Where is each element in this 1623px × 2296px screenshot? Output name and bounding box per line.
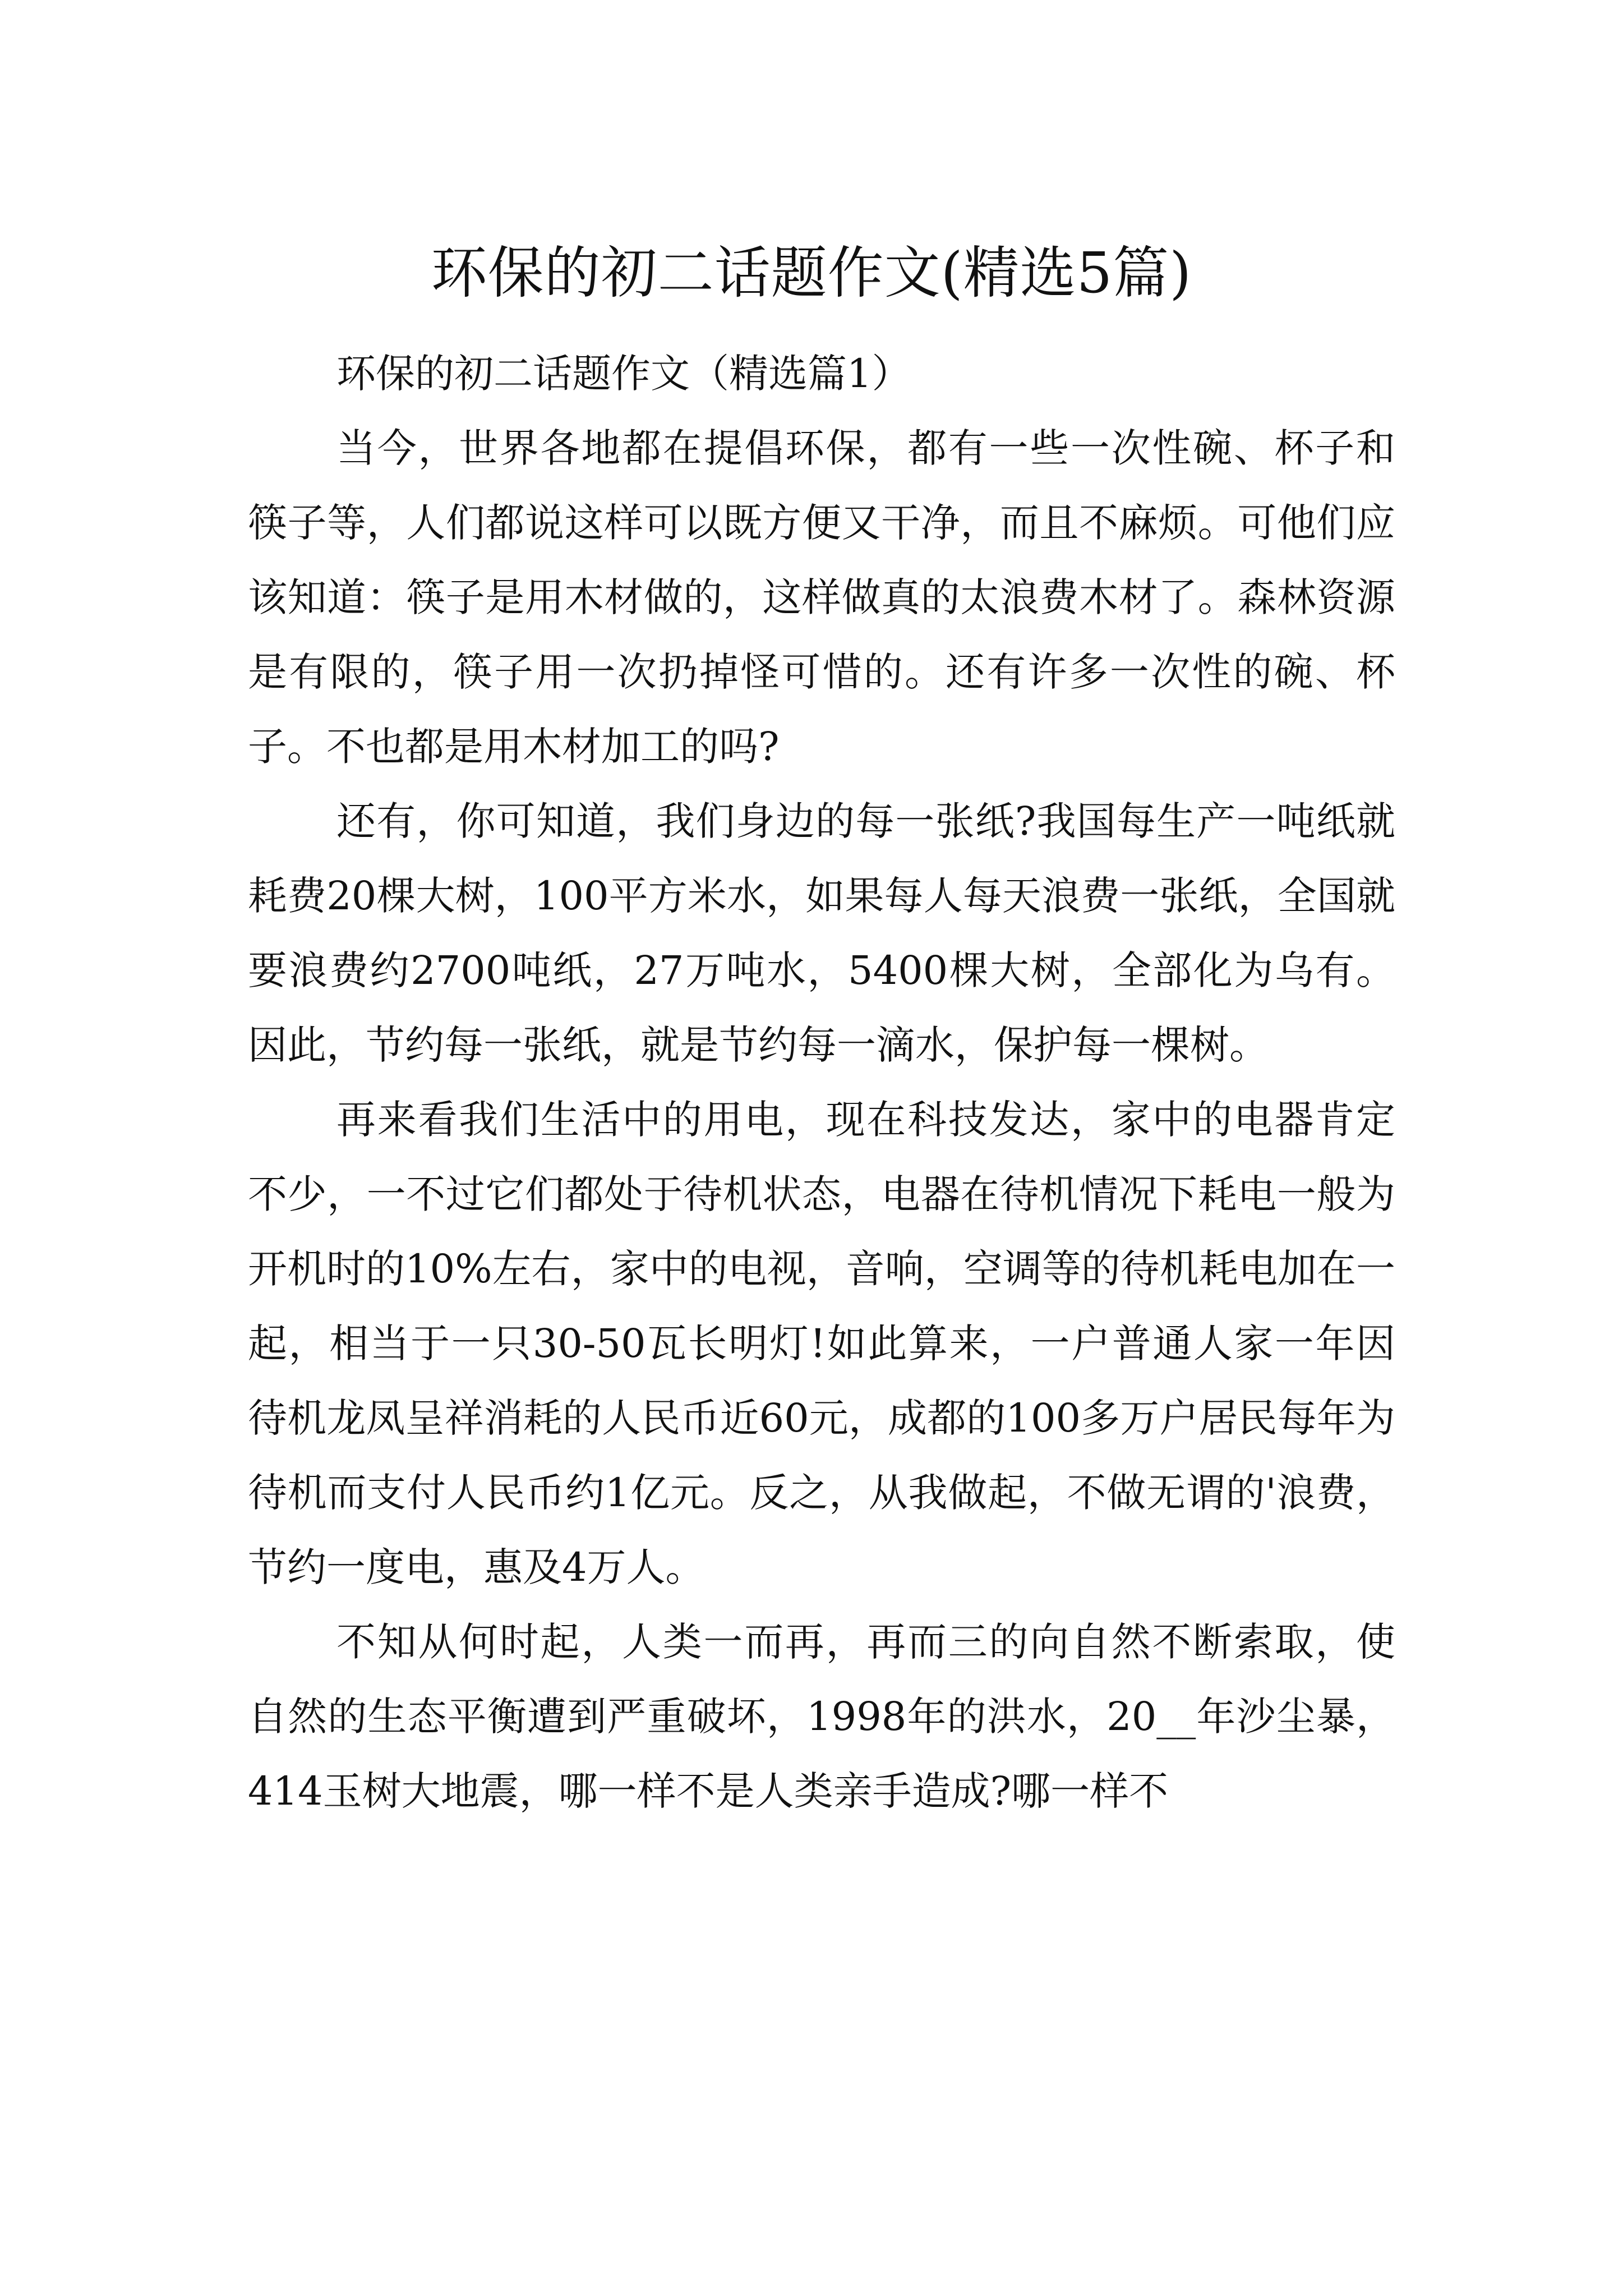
paragraph-3: 再来看我们生活中的用电，现在科技发达，家中的电器肯定不少，一不过它们都处于待机状态，电器在待机情况下耗电一般为开机时的10%左右，家中的电视，音响，空调等的待机耗电加在一起，相当于一只30-50瓦长明灯!如此算来，一户普通人家一年因待机龙凤呈祥消耗的人民币近60元，成都的100多万户居民每年为待机而支付人民币约1亿元。反之，从我做起，不做无谓的'浪费，节约一度电，惠及4万人。 [248, 1097, 1395, 1590]
document-title: 环保的初二话题作文(精选5篇) [431, 240, 1192, 306]
section-heading: 环保的初二话题作文（精选篇1） [336, 351, 911, 397]
paragraph-1: 当今，世界各地都在提倡环保，都有一些一次性碗、杯子和筷子等，人们都说这样可以既方便又干净，而且不麻烦。可他们应该知道：筷子是用木材做的，这样做真的太浪费木材了。森林资源是有限的，筷子用一次扔掉怪可惜的。还有许多一次性的碗、杯子。不也都是用木材加工的吗? [248, 425, 1395, 770]
document-body [248, 337, 1395, 1829]
paragraph-4: 不知从何时起，人类一而再，再而三的向自然不断索取，使自然的生态平衡遭到严重破坏，1998年的洪水，20__年沙尘暴，414玉树大地震，哪一样不是人类亲手造成?哪一样不 [248, 1619, 1395, 1814]
paragraph-2: 还有，你可知道，我们身边的每一张纸?我国每生产一吨纸就耗费20棵大树，100平方米水，如果每人每天浪费一张纸，全国就要浪费约2700吨纸，27万吨水，5400棵大树，全部化为乌有。因此，节约每一张纸，就是节约每一滴水，保护每一棵树。 [248, 798, 1395, 1068]
